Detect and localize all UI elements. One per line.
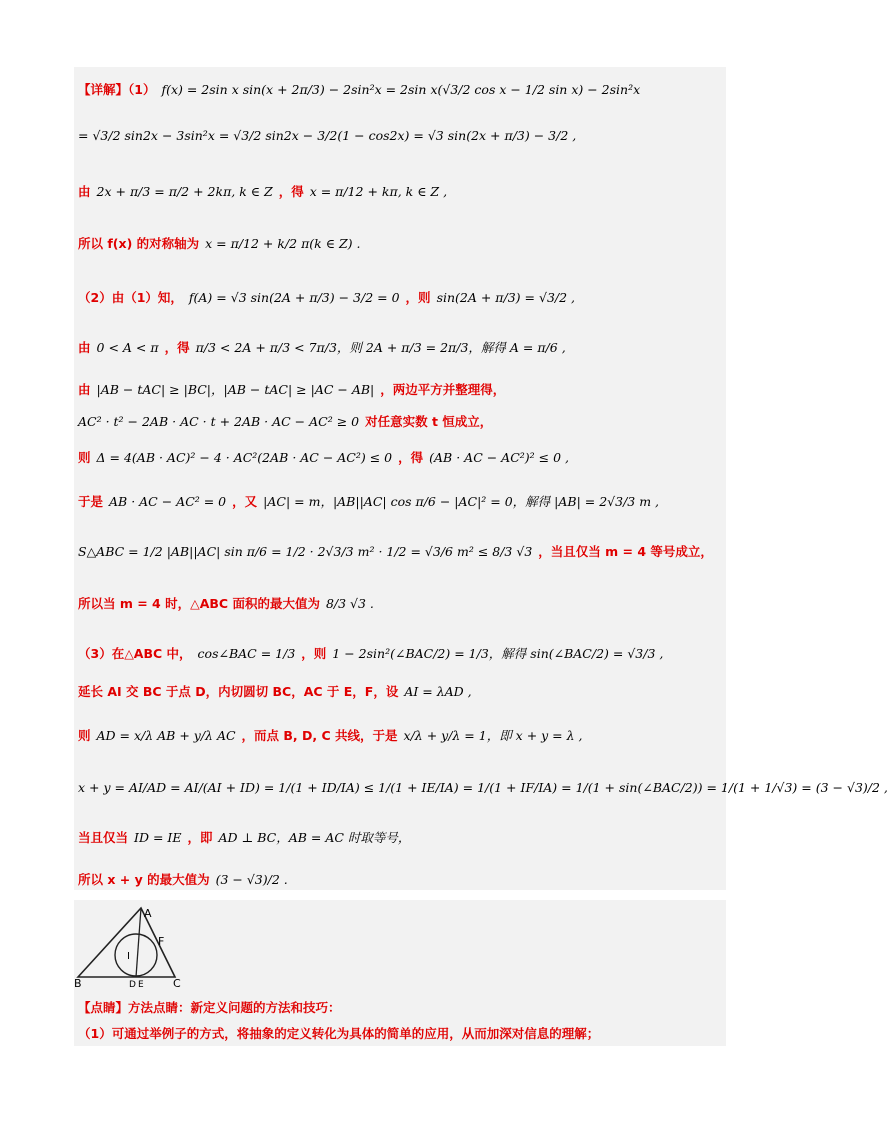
math-run: 2x + π/3 = π/2 + 2kπ, k ∈ Z bbox=[96, 184, 273, 199]
label-C: C bbox=[173, 977, 181, 990]
math-run: 1 − 2sin²(∠BAC/2) = 1/3，解得 sin(∠BAC/2) = √3/3 , bbox=[332, 646, 664, 661]
text-run: 由 bbox=[78, 184, 91, 199]
solution-line bbox=[78, 82, 646, 98]
label-F: F bbox=[158, 935, 165, 948]
label-I: I bbox=[127, 951, 130, 962]
label-D: D bbox=[129, 980, 136, 990]
label-A: A bbox=[144, 907, 152, 920]
math-run: AB · AC − AC² = 0 bbox=[109, 494, 227, 509]
math-run: (3 − √3)/2 . bbox=[215, 872, 288, 887]
text-run: 对任意实数 t 恒成立， bbox=[365, 414, 493, 429]
text-run: 则 bbox=[78, 450, 91, 465]
solution-line bbox=[78, 414, 498, 430]
math-run: AD = x/λ AB + y/λ AC bbox=[96, 728, 236, 743]
math-run: f(x) = 2sin x sin(x + 2π/3) − 2sin²x = 2sin x(√3/2 cos x − 1/2 sin x) − 2sin²x bbox=[161, 82, 641, 97]
text-run: （3）在△ABC 中， bbox=[78, 646, 192, 661]
math-run: x/λ + y/λ = 1，即 x + y = λ , bbox=[403, 728, 583, 743]
label-B: B bbox=[74, 977, 82, 990]
text-run: 延长 AI 交 BC 于点 D，内切圆切 BC，AC 于 E，F，设 bbox=[78, 684, 399, 699]
solution-line bbox=[78, 596, 380, 612]
solution-line bbox=[78, 830, 416, 846]
text-run: ，得 bbox=[278, 184, 304, 199]
math-run: 8/3 √3 . bbox=[325, 596, 374, 611]
text-run: ，两边平方并整理得， bbox=[380, 382, 506, 397]
text-run: ，则 bbox=[301, 646, 327, 661]
math-run: S△ABC = 1/2 |AB||AC| sin π/6 = 1/2 · 2√3/3 m² · 1/2 = √3/6 m² ≤ 8/3 √3 bbox=[78, 544, 533, 559]
solution-line bbox=[78, 872, 294, 888]
solution-line bbox=[78, 450, 575, 466]
solution-line bbox=[78, 646, 669, 662]
solution-line bbox=[78, 684, 478, 700]
solution-line bbox=[78, 382, 511, 398]
math-run: ID = IE bbox=[134, 830, 182, 845]
math-run: x + y = AI/AD = AI/(AI + ID) = 1/(1 + ID/IA) ≤ 1/(1 + IE/IA) = 1/(1 + IF/IA) = 1/(1 + sin(∠BAC/2)) = 1/(1 + 1/√3) = (3 − √3)/2 , bbox=[78, 780, 888, 795]
math-run: x = π/12 + k/2 π(k ∈ Z) . bbox=[205, 236, 361, 251]
math-run: Δ = 4(AB · AC)² − 4 · AC²(2AB · AC − AC²) ≤ 0 bbox=[96, 450, 393, 465]
math-run: AI = λAD , bbox=[404, 684, 472, 699]
solution-line bbox=[78, 128, 582, 144]
text-run: ，当且仅当 m = 4 等号成立， bbox=[538, 544, 713, 559]
math-run: cos∠BAC = 1/3 bbox=[197, 646, 296, 661]
text-run: 于是 bbox=[78, 494, 104, 509]
label-E: E bbox=[138, 980, 144, 990]
math-run: (AB · AC − AC²)² ≤ 0 , bbox=[429, 450, 569, 465]
text-run: 由 bbox=[78, 382, 91, 397]
math-run: AD ⊥ BC，AB = AC 时取等号， bbox=[218, 830, 411, 845]
text-run: 所以 f(x) 的对称轴为 bbox=[78, 236, 200, 251]
text-run: ，得 bbox=[164, 340, 190, 355]
text-run: ，又 bbox=[232, 494, 258, 509]
text-run: 所以 x + y 的最大值为 bbox=[78, 872, 210, 887]
solution-line bbox=[78, 494, 665, 510]
text-run: （2）由（1）知， bbox=[78, 290, 183, 305]
text-run: ，即 bbox=[187, 830, 213, 845]
text-run: 所以当 m = 4 时，△ABC 面积的最大值为 bbox=[78, 596, 320, 611]
math-run: π/3 < 2A + π/3 < 7π/3，则 2A + π/3 = 2π/3，解得 A = π/6 , bbox=[195, 340, 566, 355]
math-run: f(A) = √3 sin(2A + π/3) − 3/2 = 0 bbox=[188, 290, 400, 305]
text-run: 【详解】（1） bbox=[78, 82, 156, 97]
math-run: sin(2A + π/3) = √3/2 , bbox=[436, 290, 576, 305]
math-run: AC² · t² − 2AB · AC · t + 2AB · AC − AC² ≥ 0 bbox=[78, 414, 360, 429]
text-run: ，则 bbox=[405, 290, 431, 305]
solution-line bbox=[78, 780, 894, 796]
solution-line bbox=[78, 236, 366, 252]
text-run: 则 bbox=[78, 728, 91, 743]
text-run: ，而点 B, D, C 共线，于是 bbox=[241, 728, 398, 743]
text-run: 当且仅当 bbox=[78, 830, 129, 845]
math-run: |AB − tAC| ≥ |BC|，|AB − tAC| ≥ |AC − AB| bbox=[96, 382, 375, 397]
text-run: 由 bbox=[78, 340, 91, 355]
solution-line bbox=[78, 340, 572, 356]
incircle-figure bbox=[74, 903, 184, 990]
solution-line bbox=[78, 290, 581, 306]
solution-line bbox=[78, 728, 589, 744]
math-run: 0 < A < π bbox=[96, 340, 159, 355]
tips-heading: 【点睛】方法点睛：新定义问题的方法和技巧： bbox=[78, 1000, 341, 1015]
solution-line bbox=[78, 544, 719, 560]
text-run: ，得 bbox=[398, 450, 424, 465]
solution-line bbox=[78, 184, 453, 200]
math-run: x = π/12 + kπ, k ∈ Z , bbox=[309, 184, 448, 199]
math-run: |AC| = m，|AB||AC| cos π/6 − |AC|² = 0，解得 |AB| = 2√3/3 m , bbox=[263, 494, 660, 509]
math-run: = √3/2 sin2x − 3sin²x = √3/2 sin2x − 3/2(1 − cos2x) = √3 sin(2x + π/3) − 3/2 , bbox=[78, 128, 577, 143]
tips-line-1: （1）可通过举例子的方式，将抽象的定义转化为具体的简单的应用，从而加深对信息的理解； bbox=[78, 1026, 600, 1041]
